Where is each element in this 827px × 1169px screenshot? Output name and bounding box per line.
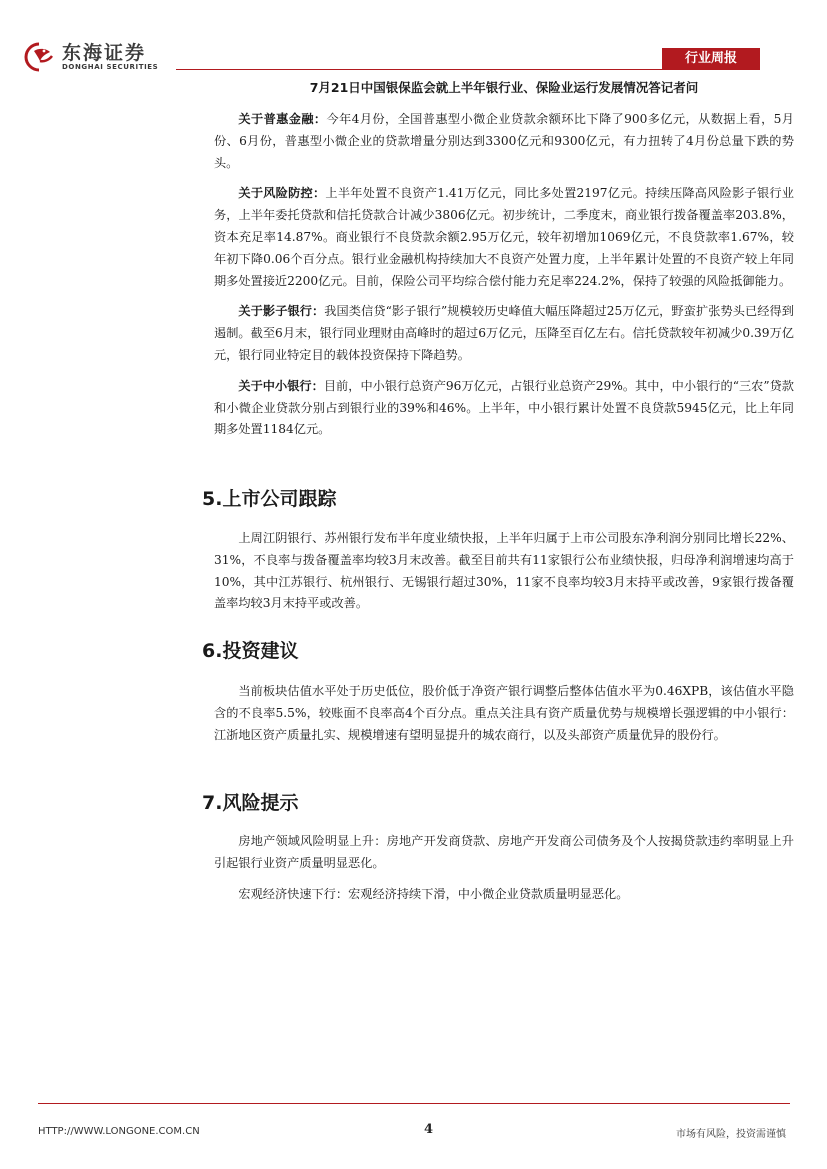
qa-item-lead: 关于中小银行： [238,378,324,393]
page-header [0,0,827,80]
report-type-tag: 行业周报 [662,48,760,70]
section-7-body [214,831,794,914]
qa-item-small-banks [214,376,794,441]
qa-title: 7月21日中国银保监会就上半年银行业、保险业运行发展情况答记者问 [309,80,699,95]
logo-english-name: DONGHAI SECURITIES [62,62,159,71]
header-divider [176,69,760,70]
risk-item-real-estate: 房地产领域风险明显上升：房地产开发商贷款、房地产开发商公司债务及个人按揭贷款违约率明显上升引起银行业资产质量明显恶化。 [214,834,794,870]
qa-item-risk-control [214,183,794,292]
risk-disclaimer: 市场有风险，投资需谨慎 [676,1129,786,1140]
qa-item-text: 我国类信贷“影子银行”规模较历史峰值大幅压降超过25万亿元，野蛮扩张势头已经得到遏制。截至6月末，银行同业理财由高峰时的超过6万亿元，压降至百亿左右。信托贷款较年初减少0.39万亿元，银行同业特定目的载体投资保持下降趋势。 [214,304,794,362]
section-7-heading: 7.风险提示 [202,792,299,814]
logo-chinese-name: 东海证券 [62,41,147,64]
section-5-paragraph: 上周江阴银行、苏州银行发布半年度业绩快报，上半年归属于上市公司股东净利润分别同比增长22%、31%，不良率与拨备覆盖率均较3月末改善。截至目前共有11家银行公布业绩快报，归母净利润增速均高于10%，其中江苏银行、杭州银行、无锡银行超过30%，11家不良率均较3月末持平或改善，9家银行拨备覆盖率均较3月末持平或改善。 [214,531,794,611]
qa-item-lead: 关于风险防控： [238,186,326,201]
risk-item-macro: 宏观经济快速下行：宏观经济持续下滑，中小微企业贷款质量明显恶化。 [238,886,629,901]
qa-item-text: 上半年处置不良资产1.41万亿元，同比多处置2197亿元。持续压降高风险影子银行业务，上半年委托贷款和信托贷款合计减少3806亿元。初步统计，二季度末，商业银行拨备覆盖率203.8%，资本充足率14.87%。商业银行不良贷款余额2.95万亿元，较年初增加1069亿元，不良贷款率1.67%，较年初下降0.06个百分点。银行业金融机构持续加大不良资产处置力度，上半年累计处置的不良资产较上年同期多处置接近2200亿元。目前，保险公司平均综合偿付能力充足率224.2%，保持了较强的风险抵御能力。 [214,186,794,288]
section-6-heading: 6.投资建议 [202,640,299,662]
qa-item-lead: 关于影子银行： [238,304,325,319]
section-5-body [214,528,794,624]
section-6-body [214,681,794,755]
company-logo [22,42,158,72]
qa-item-shadow-banking [214,301,794,366]
footer-website-link[interactable]: HTTP://WWW.LONGONE.COM.CN [38,1126,200,1137]
section-6-paragraph: 当前板块估值水平处于历史低位，股价低于净资产银行调整后整体估值水平为0.46XPB，该估值水平隐含的不良率5.5%，较账面不良率高4个百分点。重点关注具有资产质量优势与规模增长强逻辑的中小银行：江浙地区资产质量扎实、规模增速有望明显提升的城农商行，以及头部资产质量优异的股份行。 [214,684,794,742]
footer-divider [38,1103,790,1104]
qa-item-text: 今年4月份，全国普惠型小微企业贷款余额环比下降了900多亿元，从数据上看，5月份、6月份，普惠型小微企业的贷款增量分别达到3300亿元和9300亿元，有力扭转了4月份总量下跌的势头。 [214,112,794,170]
qa-item-lead: 关于普惠金融： [238,112,327,126]
donghai-logo-icon [22,42,56,72]
section-5-heading: 5.上市公司跟踪 [202,488,337,510]
page-number: 4 [424,1122,434,1137]
qa-block [214,75,794,450]
qa-item-text: 目前，中小银行总资产96万亿元，占银行业总资产29%。其中，中小银行的“三农”贷款和小微企业贷款分别占到银行业的39%和46%。上半年，中小银行累计处置不良贷款5945亿元，比上年同期多处置1184亿元。 [214,378,794,437]
qa-item-inclusive-finance [214,109,794,174]
